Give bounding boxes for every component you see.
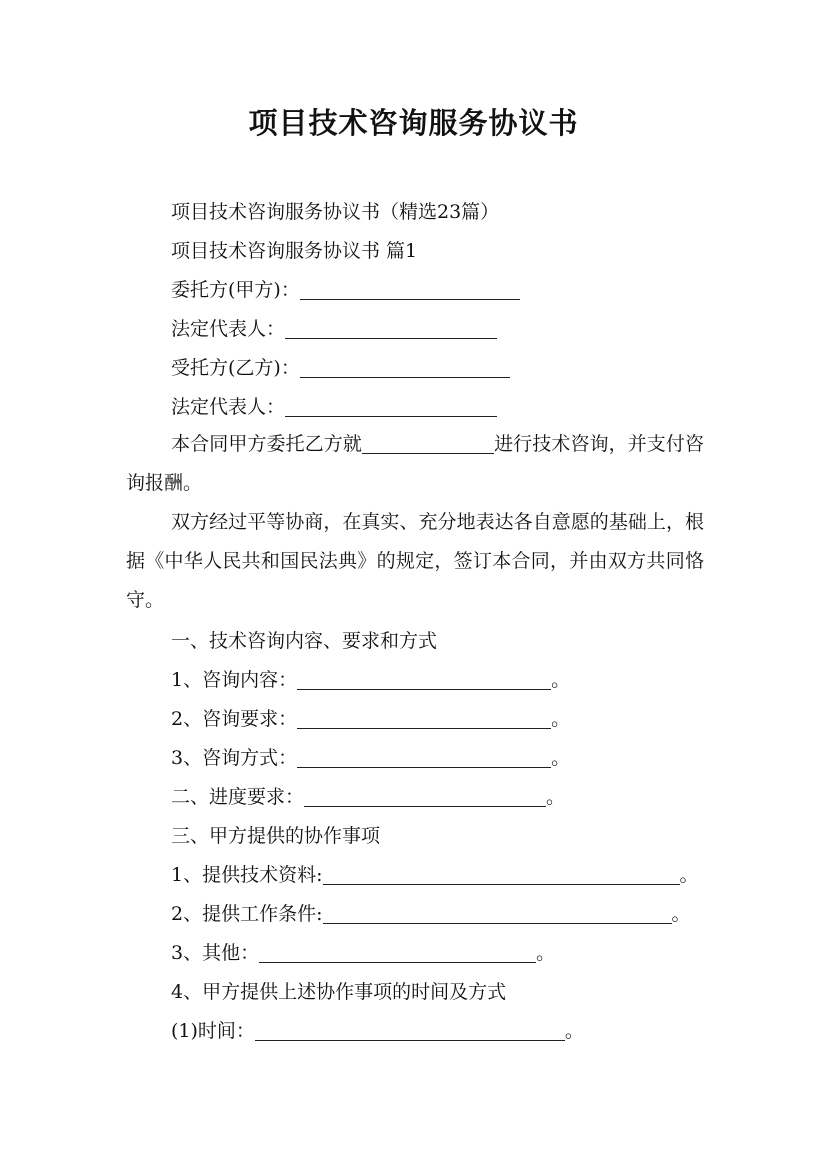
client-label: 委托方(甲方)： — [171, 279, 300, 301]
period: 。 — [546, 786, 566, 808]
period: 。 — [671, 903, 691, 925]
item-4-heading: 4、甲方提供上述协作事项的时间及方式 — [171, 981, 507, 1003]
period: 。 — [551, 708, 571, 730]
consult-requirement-label: 2、咨询要求： — [171, 708, 298, 730]
time-field — [171, 1017, 584, 1045]
paragraph-entrust-b: 进行技术咨询，并支付咨询报酬。 — [126, 433, 704, 494]
client-field — [171, 276, 520, 304]
client-rep-blank — [285, 318, 497, 339]
consult-requirement-blank — [297, 708, 551, 729]
time-label: (1)时间： — [171, 1020, 255, 1042]
client-rep-label: 法定代表人： — [171, 318, 286, 340]
consult-method-blank — [297, 747, 551, 768]
work-conditions-field — [171, 900, 691, 928]
schedule-blank — [304, 786, 546, 807]
document-title: 项目技术咨询服务协议书 — [248, 106, 579, 140]
client-blank — [300, 279, 520, 300]
consult-content-blank — [297, 669, 551, 690]
schedule-field — [171, 783, 565, 811]
paragraph-agreement — [126, 503, 704, 620]
tech-data-field — [171, 861, 699, 889]
period: 。 — [551, 747, 571, 769]
consult-content-field — [171, 666, 570, 694]
section-3-heading: 三、甲方提供的协作事项 — [171, 825, 381, 847]
paragraph-entrust-a: 本合同甲方委托乙方就 — [171, 433, 362, 455]
period: 。 — [564, 1020, 584, 1042]
period: 。 — [551, 669, 571, 691]
consult-method-label: 3、咨询方式： — [171, 747, 298, 769]
time-blank — [255, 1020, 565, 1041]
consult-requirement-field — [171, 705, 570, 733]
tech-data-label: 1、提供技术资料: — [171, 864, 323, 886]
contractor-rep-field — [171, 393, 497, 421]
contractor-label: 受托方(乙方)： — [171, 357, 300, 379]
period: 。 — [536, 942, 556, 964]
other-field — [171, 939, 555, 967]
contractor-blank — [300, 357, 510, 378]
section-1-heading: 一、技术咨询内容、要求和方式 — [171, 630, 438, 652]
paragraph-agreement-text: 双方经过平等协商，在真实、充分地表达各自意愿的基础上，根据《中华人民共和国民法典》的规定，签订本合同，并由双方共同恪守。 — [126, 511, 704, 611]
consult-content-label: 1、咨询内容： — [171, 669, 298, 691]
contractor-rep-blank — [285, 396, 497, 417]
work-conditions-label: 2、提供工作条件: — [171, 903, 323, 925]
consult-method-field — [171, 744, 570, 772]
contractor-field — [171, 354, 510, 382]
paragraph-entrust — [126, 425, 704, 503]
client-rep-field — [171, 315, 497, 343]
schedule-label: 二、进度要求： — [171, 786, 305, 808]
entrust-subject-blank — [362, 433, 494, 454]
work-conditions-blank — [323, 903, 672, 924]
other-label: 3、其他： — [171, 942, 260, 964]
document-subtitle: 项目技术咨询服务协议书（精选23篇） — [171, 201, 500, 223]
contractor-rep-label: 法定代表人： — [171, 396, 286, 418]
period: 。 — [679, 864, 699, 886]
article-heading: 项目技术咨询服务协议书 篇1 — [171, 240, 418, 262]
other-blank — [259, 942, 536, 963]
tech-data-blank — [323, 864, 680, 885]
